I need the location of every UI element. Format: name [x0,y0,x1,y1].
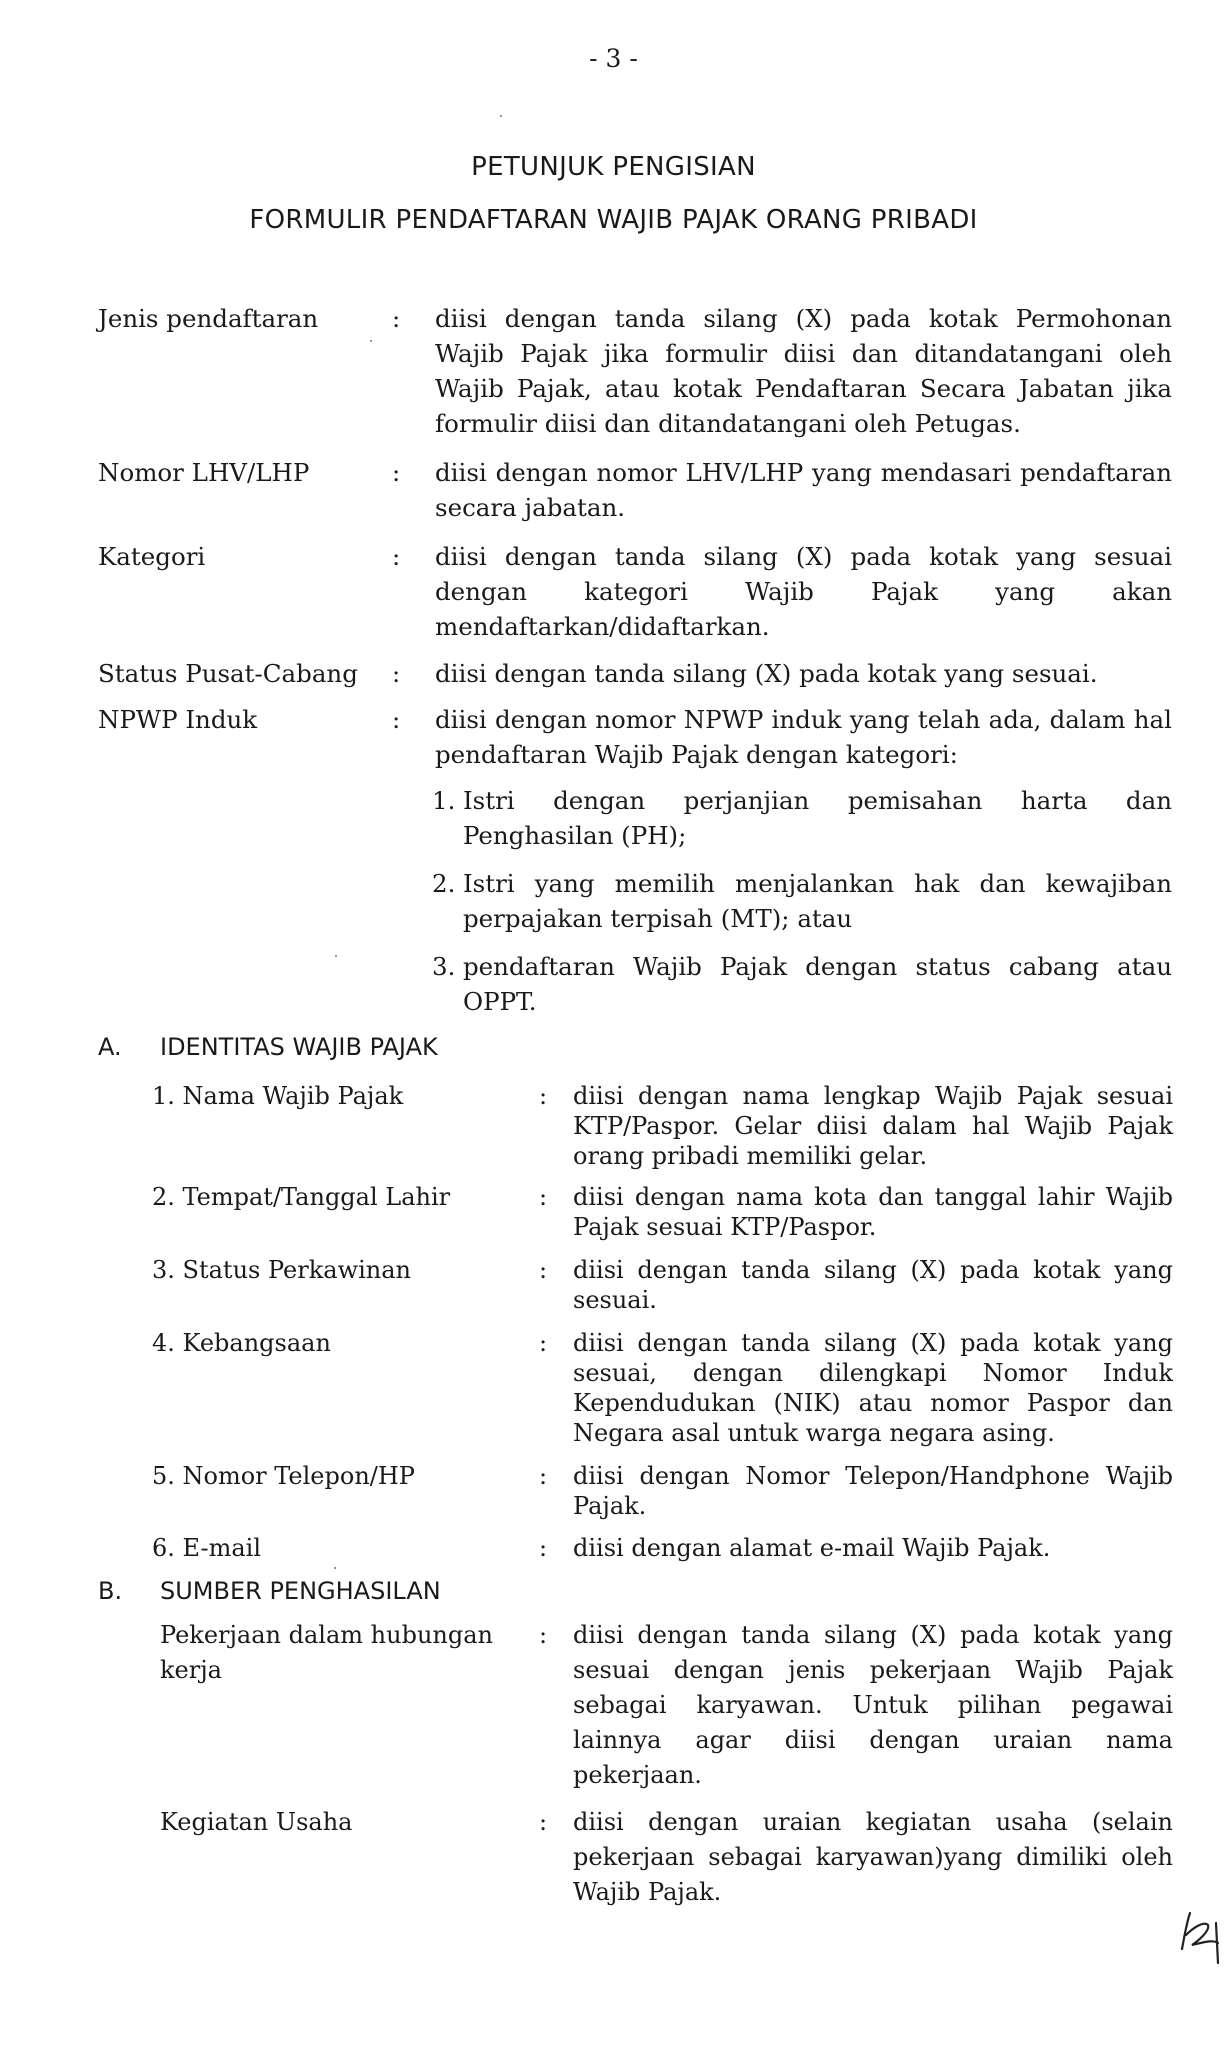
field-description: diisi dengan nama lengkap Wajib Pajak sesuai KTP/Paspor. Gelar diisi dalam hal Wajib Pajak orang pribadi memiliki gelar. [573,1082,1173,1170]
field-description: diisi dengan nomor LHV/LHP yang mendasari pendaftaran secara jabatan. [435,458,1172,522]
field-description: diisi dengan tanda silang (X) pada kotak Permohonan Wajib Pajak jika formulir diisi dan ditandatangani oleh Wajib Pajak, atau kotak Pendaftaran Secara Jabatan jika formulir diisi dan ditandatangani oleh Petugas. [435,304,1172,438]
field-description: diisi dengan Nomor Telepon/Handphone Wajib Pajak. [573,1462,1173,1520]
field-label: 2. Tempat/Tanggal Lahir [152,1183,451,1211]
scan-speck [334,1567,336,1569]
handwritten-initial-icon [1178,1905,1224,1965]
field-description: diisi dengan uraian kegiatan usaha (selain pekerjaan sebagai karyawan)yang dimiliki oleh Wajib Pajak. [573,1808,1173,1906]
section-heading: SUMBER PENGHASILAN [160,1577,441,1605]
colon: : [539,1808,548,1836]
colon: : [539,1462,548,1490]
field-description: diisi dengan tanda silang (X) pada kotak yang sesuai. [435,659,1098,688]
colon: : [392,705,401,734]
field-label: Kegiatan Usaha [160,1808,353,1836]
field-description: diisi dengan tanda silang (X) pada kotak yang sesuai. [573,1256,1173,1314]
field-label: 4. Kebangsaan [152,1329,331,1357]
field-description: diisi dengan tanda silang (X) pada kotak yang sesuai dengan kategori Wajib Pajak yang akan mendaftarkan/didaftarkan. [435,542,1172,641]
field-label: 5. Nomor Telepon/HP [152,1462,415,1490]
page-number: - 3 - [589,44,638,73]
field-label: Kategori [98,542,206,571]
list-text: Istri dengan perjanjian pemisahan harta dan Penghasilan (PH); [463,786,1172,850]
scan-speck [335,955,337,957]
field-label: Jenis pendaftaran [98,304,319,333]
list-text: Istri yang memilih menjalankan hak dan kewajiban perpajakan terpisah (MT); atau [463,869,1172,933]
field-description: diisi dengan tanda silang (X) pada kotak yang sesuai, dengan dilengkapi Nomor Induk Kependudukan (NIK) atau nomor Paspor dan Negara asal untuk warga negara asing. [573,1329,1173,1447]
colon: : [539,1256,548,1284]
field-label: Nomor LHV/LHP [98,458,310,487]
scan-speck [370,340,372,342]
colon: : [539,1621,548,1649]
field-label: 6. E-mail [152,1534,262,1562]
colon: : [539,1534,548,1562]
field-label: 1. Nama Wajib Pajak [152,1082,404,1110]
colon: : [539,1329,548,1357]
field-description: diisi dengan nama kota dan tanggal lahir Wajib Pajak sesuai KTP/Paspor. [573,1183,1173,1241]
page-subtitle: FORMULIR PENDAFTARAN WAJIB PAJAK ORANG PRIBADI [249,205,978,235]
section-letter: A. [98,1033,122,1061]
field-label: NPWP Induk [98,705,258,734]
colon: : [539,1183,548,1211]
field-label: Pekerjaan dalam hubungan kerja [160,1621,493,1684]
colon: : [539,1082,548,1110]
field-label: Status Pusat-Cabang [98,659,358,688]
field-description: diisi dengan alamat e-mail Wajib Pajak. [573,1534,1051,1562]
list-number: 3. [432,952,456,981]
list-text: pendaftaran Wajib Pajak dengan status cabang atau OPPT. [463,952,1172,1016]
field-description: diisi dengan tanda silang (X) pada kotak yang sesuai dengan jenis pekerjaan Wajib Pajak sebagai karyawan. Untuk pilihan pegawai lainnya agar diisi dengan uraian nama pekerjaan. [573,1621,1173,1789]
colon: : [392,458,401,487]
colon: : [392,542,401,571]
section-heading: IDENTITAS WAJIB PAJAK [160,1033,438,1061]
field-description: diisi dengan nomor NPWP induk yang telah ada, dalam hal pendaftaran Wajib Pajak dengan kategori: [435,705,1172,769]
colon: : [392,659,401,688]
list-number: 1. [432,786,456,815]
section-letter: B. [98,1577,123,1605]
scan-speck [500,115,502,117]
page-title: PETUNJUK PENGISIAN [471,152,756,182]
list-number: 2. [432,869,456,898]
field-label: 3. Status Perkawinan [152,1256,412,1284]
colon: : [392,304,401,333]
